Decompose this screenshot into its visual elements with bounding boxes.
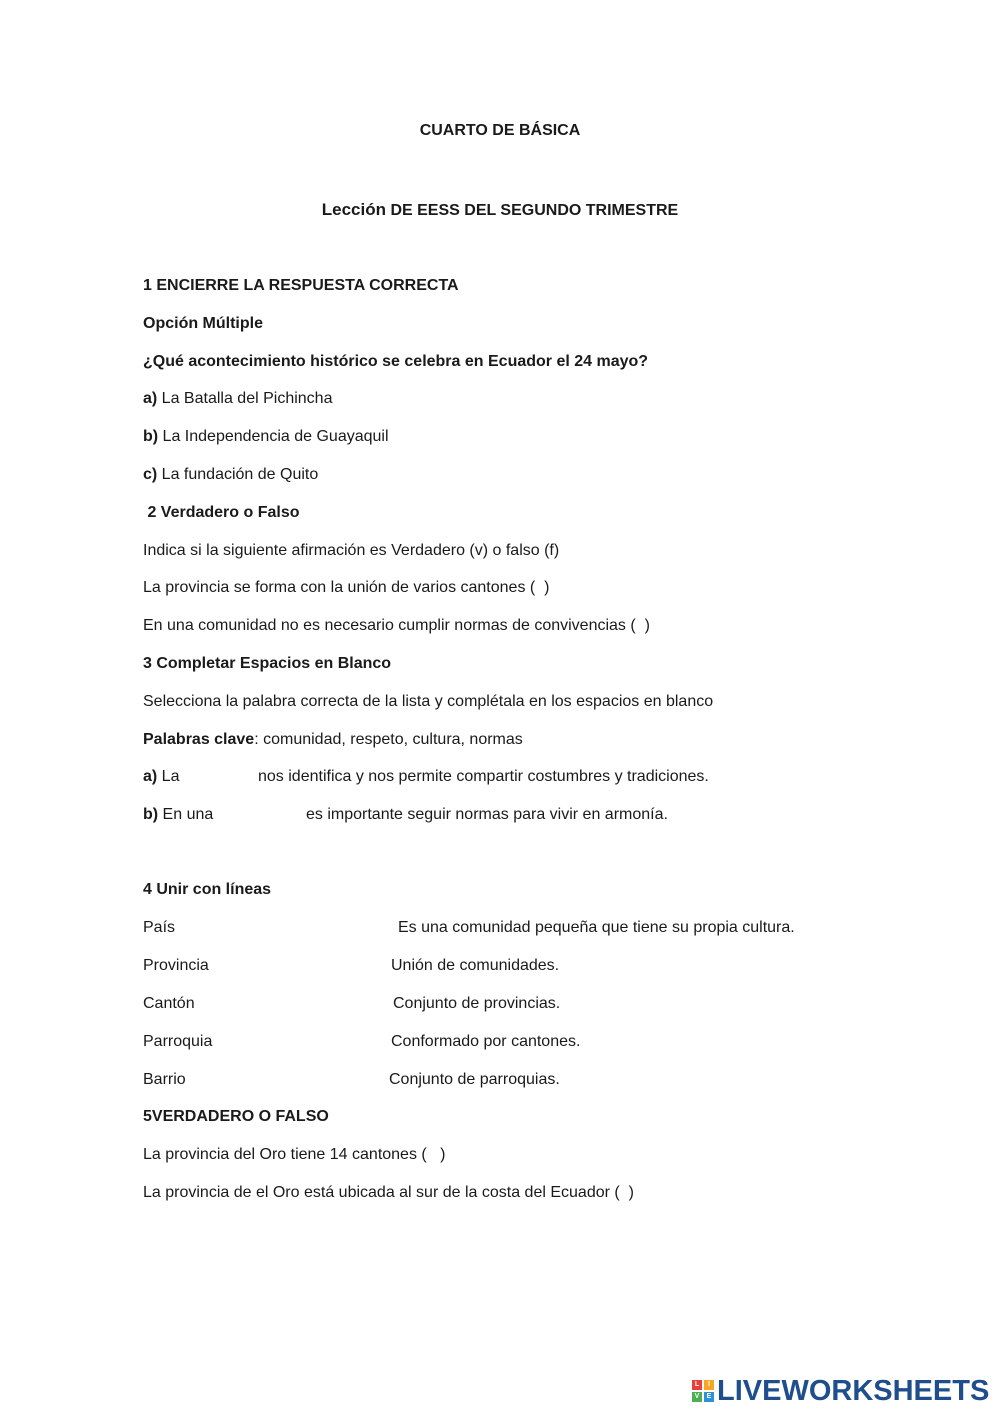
section3-title: 3 Completar Espacios en Blanco [143, 655, 392, 672]
item-letter: a) [143, 768, 158, 785]
fill-item-b [143, 805, 213, 825]
section2-instruction: Indica si la siguiente afirmación es Verdadero (v) o falso (f) [143, 542, 560, 559]
option-letter: c) [143, 466, 158, 483]
option-a [143, 389, 332, 409]
match-term[interactable]: Provincia [143, 957, 209, 974]
option-text: La fundación de Quito [157, 466, 319, 483]
logo-tile: I [704, 1380, 714, 1390]
logo-grid-icon [692, 1380, 714, 1402]
tf-statement: La provincia se forma con la unión de varios cantones ( ) [143, 579, 550, 596]
option-letter: a) [143, 390, 158, 407]
item-before: En una [158, 806, 214, 823]
logo-tile: V [692, 1392, 702, 1402]
option-letter: b) [143, 428, 159, 445]
section5-title: 5VERDADERO O FALSO [143, 1108, 329, 1125]
item-before: La [157, 768, 180, 785]
match-definition[interactable]: Unión de comunidades. [391, 957, 560, 974]
keywords-label: Palabras clave [143, 731, 255, 748]
match-definition[interactable]: Conjunto de provincias. [393, 995, 561, 1012]
blank-field-b[interactable] [218, 805, 302, 825]
section1-question: ¿Qué acontecimiento histórico se celebra en Ecuador el 24 mayo? [143, 353, 649, 370]
brand-name: LIVEWORKSHEETS [717, 1374, 990, 1407]
item-after: nos identifica y nos permite compartir costumbres y tradiciones. [258, 768, 709, 785]
keywords-line [143, 730, 523, 750]
match-term[interactable]: Cantón [143, 995, 195, 1012]
section1-type: Opción Múltiple [143, 315, 263, 332]
tf-statement: La provincia del Oro tiene 14 cantones ( ) [143, 1146, 446, 1163]
logo-tile: E [704, 1392, 714, 1402]
fill-item-a [143, 767, 179, 787]
lesson-title-rest: DE EESS DEL SEGUNDO TRIMESTRE [386, 202, 679, 219]
logo-tile: L [692, 1380, 702, 1390]
item-letter: b) [143, 806, 159, 823]
section2-title: 2 Verdadero o Falso [143, 504, 300, 521]
tf-statement: En una comunidad no es necesario cumplir normas de convivencias ( ) [143, 617, 650, 634]
section3-instruction: Selecciona la palabra correcta de la lista y complétala en los espacios en blanco [143, 693, 714, 710]
match-term[interactable]: País [143, 919, 176, 936]
match-term[interactable]: Parroquia [143, 1033, 213, 1050]
match-definition[interactable]: Es una comunidad pequeña que tiene su propia cultura. [398, 919, 795, 936]
item-after: es importante seguir normas para vivir en armonía. [306, 806, 668, 823]
match-definition[interactable]: Conformado por cantones. [391, 1033, 581, 1050]
lesson-title [0, 200, 1000, 221]
option-c [143, 465, 318, 485]
match-definition[interactable]: Conjunto de parroquias. [389, 1071, 560, 1088]
section4-title: 4 Unir con líneas [143, 881, 272, 898]
option-text: La Independencia de Guayaquil [158, 428, 389, 445]
keywords-list: : comunidad, respeto, cultura, normas [254, 731, 523, 748]
option-b [143, 427, 389, 447]
match-term[interactable]: Barrio [143, 1071, 186, 1088]
blank-field-a[interactable] [218, 767, 256, 787]
tf-statement: La provincia de el Oro está ubicada al sur de la costa del Ecuador ( ) [143, 1184, 634, 1201]
option-text: La Batalla del Pichincha [157, 390, 333, 407]
liveworksheets-logo [692, 1374, 989, 1408]
document-grade-title: CUARTO DE BÁSICA [419, 122, 581, 139]
section1-title: 1 ENCIERRE LA RESPUESTA CORRECTA [143, 277, 459, 294]
lesson-title-word: Lección [321, 200, 387, 219]
